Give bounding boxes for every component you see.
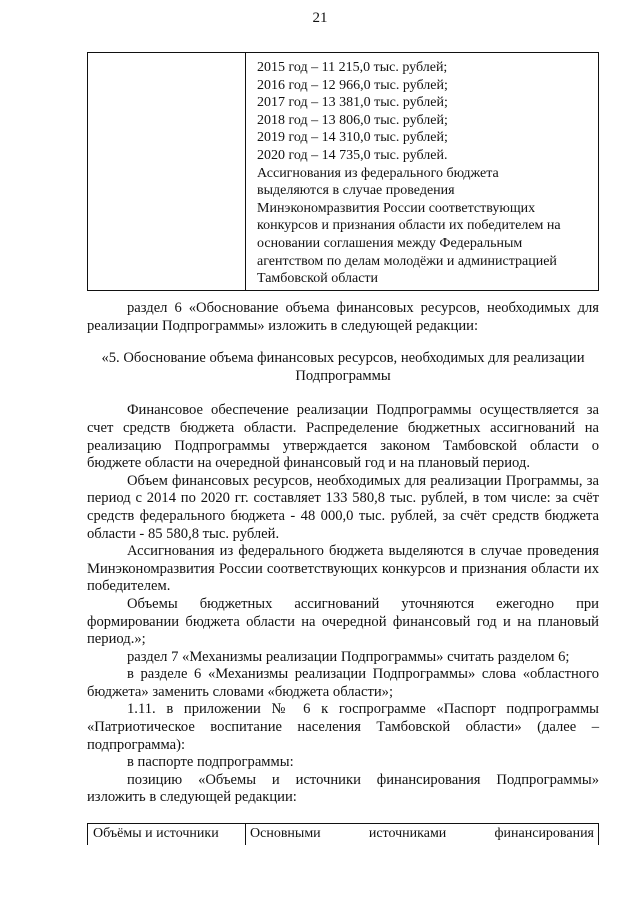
- paragraph-1-11: 1.11. в приложении № 6 к госпрограмме «Паспорт подпрограммы «Патриотическое воспитание населения Тамбовской области» (далее – подпрограмма):: [87, 701, 599, 753]
- table-line: 2018 год – 13 806,0 тыс. рублей;: [257, 112, 448, 128]
- funding-table-fragment: [87, 52, 599, 291]
- table-line: Ассигнования из федерального бюджета: [257, 165, 499, 181]
- table-column-divider: [245, 53, 246, 290]
- paragraph-refined: Объемы бюджетных ассигнований уточняются ежегодно при формировании бюджета области на очередной финансовый год и на плановый период.»;: [87, 595, 599, 648]
- table-line: основании соглашения между Федеральным: [257, 235, 523, 251]
- section6-intro: раздел 6 «Обоснование объема финансовых ресурсов, необходимых для реализации Подпрограммы» изложить в следующей редакции:: [87, 300, 599, 334]
- table-line: 2017 год – 13 381,0 тыс. рублей;: [257, 95, 448, 111]
- paragraph-replace-words: в разделе 6 «Механизмы реализации Подпрограммы» слова «областного бюджета» заменить словами «бюджета области»;: [87, 666, 599, 700]
- section-heading-line1: «5. Обоснование объема финансовых ресурсов, необходимых для реализации: [101, 350, 585, 367]
- table-line: конкурсов и признания области их победителем на: [257, 218, 561, 234]
- table-cell-label: Объёмы и источники: [93, 826, 219, 841]
- table-line: 2016 год – 12 966,0 тыс. рублей;: [257, 77, 448, 93]
- document-body: [87, 300, 599, 807]
- paragraph-section7: раздел 7 «Механизмы реализации Подпрограммы» считать разделом 6;: [127, 648, 570, 665]
- paragraph-financing: Финансовое обеспечение реализации Подпрограммы осуществляется за счет средств бюджета области. Распределение бюджетных ассигнований на реализацию Подпрограммы утверждается законом Тамбовской области о бюджете области на очередной финансовый год и на плановый период.: [87, 402, 599, 472]
- table-line: Тамбовской области: [257, 271, 379, 287]
- table-word: источниками: [368, 826, 447, 841]
- table-word: финансирования: [494, 826, 594, 841]
- page-number: 21: [312, 10, 328, 26]
- paragraph-passport: в паспорте подпрограммы:: [127, 754, 294, 771]
- paragraph-position: позицию «Объемы и источники финансирования Подпрограммы» изложить в следующей редакции:: [87, 771, 599, 806]
- section-heading-line2: Подпрограммы: [295, 367, 391, 384]
- table-word: Основными: [250, 826, 321, 841]
- table-line: 2015 год – 11 215,0 тыс. рублей;: [257, 60, 448, 75]
- table-column-divider: [245, 824, 246, 845]
- funding-sources-table-fragment: [87, 823, 599, 845]
- table-cell-funding-details: [257, 59, 595, 288]
- paragraph-allocations: Ассигнования из федерального бюджета выделяются в случае проведения Минэкономразвития России соответствующих конкурсов и признания области их победителем.: [87, 543, 599, 595]
- table-line: 2019 год – 14 310,0 тыс. рублей;: [257, 130, 448, 146]
- paragraph-volume: Объем финансовых ресурсов, необходимых для реализации Программы, за период с 2014 по 2020 гг. составляет 133 580,8 тыс. рублей, в том числе: за счёт средств федерального бюджета - 48 000,0 тыс. рублей, за счёт средств бюджета области - 85 580,8 тыс. рублей.: [87, 472, 599, 542]
- table-line: Минэкономразвития России соответствующих: [257, 200, 536, 216]
- table-line: агентством по делам молодёжи и администрацией: [257, 253, 557, 269]
- table-cell-value: [250, 826, 594, 842]
- table-line: выделяются в случае проведения: [257, 183, 455, 199]
- table-line: 2020 год – 14 735,0 тыс. рублей.: [257, 147, 448, 163]
